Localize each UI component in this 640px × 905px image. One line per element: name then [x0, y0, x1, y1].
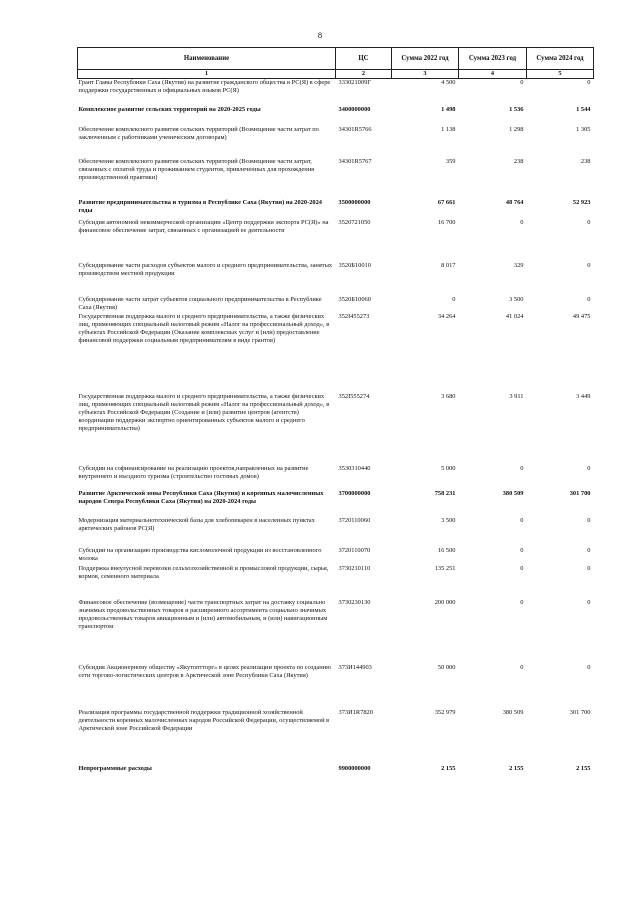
cell-code: 3720110060	[338, 516, 371, 524]
table-row-section	[78, 199, 594, 219]
table-row	[78, 219, 594, 262]
cell-2023: 0	[520, 79, 524, 86]
cell-code: 3730210110	[338, 564, 371, 572]
column-number: 1	[78, 70, 336, 79]
cell-2022: 1 138	[441, 125, 456, 133]
cell-2024: 0	[587, 261, 591, 269]
cell-2024: 0	[587, 564, 591, 572]
column-header-code: ЦС	[336, 48, 392, 70]
cell-code: 9900000000	[338, 764, 371, 772]
cell-2023: 48 764	[505, 198, 524, 206]
cell-2023: 238	[513, 157, 524, 165]
budget-table	[77, 47, 594, 777]
cell-2022: 758 231	[434, 489, 456, 497]
cell-2022: 34 264	[437, 312, 456, 320]
table-row	[78, 565, 594, 599]
table-row	[78, 126, 594, 158]
cell-2023: 0	[520, 663, 524, 671]
table-row-section	[78, 106, 594, 126]
table-row	[78, 517, 594, 547]
cell-2022: 1 498	[441, 105, 456, 113]
cell-2024: 301 700	[569, 708, 591, 716]
table-row	[78, 465, 594, 490]
cell-code: 3730230130	[338, 598, 371, 606]
cell-code: 3400000000	[338, 105, 371, 113]
cell-2023: 3 911	[509, 392, 524, 400]
cell-name: Финансовое обеспечение (возмещение) части транспортных затрат на доставку социально значимых продовольственных товаров и расширенного ассортимента социально значимых продовольственных товаров авиационным и (или) автомобильным, и (или) навигационным транспортом	[78, 598, 328, 630]
cell-2022: 200 000	[434, 598, 456, 606]
column-number: 5	[527, 70, 594, 79]
table-header-row	[78, 48, 594, 70]
cell-2024: 3 449	[576, 392, 591, 400]
cell-2022: 16 700	[437, 218, 456, 226]
cell-code: 3700000000	[338, 489, 371, 497]
cell-code: 352I455273	[338, 312, 370, 320]
cell-name: Модернизация материальнотехнической базы для хлебопекарен в населенных пунктах арктических районов РС(Я)	[78, 516, 315, 532]
cell-name: Непрограммные расходы	[78, 764, 152, 772]
cell-name: Субсидии на софинансирование на реализацию проектов,направленных на развитие внутреннего и въездного туризма (строительство гостевых домов)	[78, 464, 309, 480]
cell-2022: 8 017	[441, 261, 456, 269]
cell-code: 3520Б10010	[338, 261, 371, 269]
table-row-section	[78, 490, 594, 517]
cell-2023: 380 509	[502, 708, 524, 716]
cell-name: Субсидия Акционерному обществу «Якутоптторг» в целях реализации проекта по созданию сети торгово-логистических центров в Арктической зоне Республики Саха (Якутия)	[78, 663, 331, 679]
cell-2023: 1 536	[509, 105, 524, 113]
cell-2024: 1 544	[576, 105, 591, 113]
table-row	[78, 599, 594, 664]
cell-2024: 2 155	[576, 764, 591, 772]
cell-2024: 0	[587, 464, 591, 472]
cell-2024: 0	[587, 218, 591, 226]
column-number: 2	[336, 70, 392, 79]
cell-code: 333021009Г	[338, 79, 371, 86]
cell-2022: 0	[452, 295, 456, 303]
column-header-2022: Сумма 2022 год	[392, 48, 459, 70]
table-row	[78, 262, 594, 296]
table-row	[78, 393, 594, 465]
cell-name: Реализация программы государственной поддержки традиционной хозяйственной деятельности коренных малочисленных народов Российской Федерации, осуществляемой в Арктической зоне Российской Федерации	[78, 708, 330, 732]
cell-2023: 1 298	[509, 125, 524, 133]
column-number: 3	[392, 70, 459, 79]
cell-name: Обеспечение комплексного развития сельских территорий (Возмещение части затрат по заключенным с работниками ученическим договорам)	[78, 125, 319, 141]
cell-2024: 1 305	[576, 125, 591, 133]
cell-name: Развитие предпринимательства и туризма в Республике Саха (Якутия) на 2020-2024 годы	[78, 198, 322, 214]
cell-2022: 352 979	[434, 708, 456, 716]
table-row	[78, 79, 594, 106]
cell-2024: 238	[580, 157, 591, 165]
cell-2024: 301 700	[569, 489, 591, 497]
cell-2024: 49 475	[572, 312, 591, 320]
cell-2023: 3 500	[509, 295, 524, 303]
cell-code: 373И144903	[338, 663, 372, 671]
cell-2022: 67 661	[437, 198, 456, 206]
cell-2022: 5 000	[441, 464, 456, 472]
cell-name: Поддержка внеулусной перевозки сельхозхозяйственной и промысловой продукции, сырья, кормов, семенного материала	[78, 564, 329, 580]
cell-code: 3720110070	[338, 546, 371, 554]
table-row	[78, 709, 594, 765]
cell-2023: 0	[520, 564, 524, 572]
cell-name: Субсидия автономной некоммерческой организации «Центр поддержки экспорта РС(Я)» на финансовое обеспечение затрат, связанных с организацией ее деятельности	[78, 218, 329, 234]
cell-2022: 4 500	[441, 79, 456, 86]
cell-code: 3530310440	[338, 464, 371, 472]
cell-2023: 0	[520, 516, 524, 524]
cell-2023: 2 155	[509, 764, 524, 772]
cell-2024: 0	[587, 295, 591, 303]
cell-code: 352I555274	[338, 392, 370, 400]
cell-name: Субсидии на организацию производства кисломолочной продукции из восстановленного молока	[78, 546, 322, 562]
table-row	[78, 296, 594, 313]
column-number-row	[78, 70, 594, 79]
cell-2022: 359	[445, 157, 456, 165]
cell-name: Субсидирование части расходов субъектов малого и среднего предпринимательства, занятых производством местной продукции	[78, 261, 333, 277]
column-header-2023: Сумма 2023 год	[459, 48, 527, 70]
column-header-name: Наименование	[78, 48, 336, 70]
cell-2024: 0	[587, 663, 591, 671]
cell-2024: 0	[587, 79, 591, 86]
cell-2024: 0	[587, 546, 591, 554]
cell-2023: 0	[520, 598, 524, 606]
cell-code: 3500000000	[338, 198, 371, 206]
cell-name: Государственная поддержка малого и среднего предпринимательства, а также физических лиц, применяющих специальный налоговый режим «Налог на профессиональный доход», в субъектах Российской Федерации (Оказание комплексных услуг и (или) предоставление финансовой поддержки социальным предпринимателям в виде грантов)	[78, 312, 330, 344]
table-row	[78, 158, 594, 199]
table-body	[78, 79, 594, 777]
cell-code: 34301R5766	[338, 125, 372, 133]
cell-2023: 41 024	[505, 312, 524, 320]
cell-2022: 50 000	[437, 663, 456, 671]
table-row	[78, 664, 594, 709]
cell-2023: 0	[520, 546, 524, 554]
cell-2022: 135 251	[434, 564, 456, 572]
column-header-2024: Сумма 2024 год	[527, 48, 594, 70]
cell-2023: 380 509	[502, 489, 524, 497]
cell-name: Субсидирование части затрат субъектов социального предпринимательства в Республике Саха (Якутия)	[78, 295, 322, 311]
page-number: 8	[317, 30, 323, 40]
cell-2022: 2 155	[441, 764, 456, 772]
cell-2024: 52 923	[572, 198, 591, 206]
cell-name: Грант Главы Республики Саха (Якутия) на развитие гражданского общества в РС(Я) в сфере поддержки государственных и официальных языков РС(Я)	[78, 79, 331, 94]
table-row-section	[78, 765, 594, 777]
table-row	[78, 313, 594, 393]
cell-code: 3520721050	[338, 218, 371, 226]
cell-name: Развитие Арктической зоны Республики Саха (Якутия) и коренных малочисленных народов Севера Республики Саха (Якутия) на 2020-2024 годы	[78, 489, 324, 505]
column-number: 4	[459, 70, 527, 79]
cell-2022: 3 500	[441, 516, 456, 524]
cell-code: 34301R5767	[338, 157, 372, 165]
cell-2023: 329	[513, 261, 524, 269]
cell-2022: 3 680	[441, 392, 456, 400]
cell-name: Обеспечение комплексного развития сельских территорий (Возмещение части затрат, связанных с оплатой труда и проживанием студентов, привлеченных для прохождения производственной практики)	[78, 157, 315, 181]
table-row	[78, 547, 594, 565]
cell-code: 3520Б10060	[338, 295, 371, 303]
cell-2023: 0	[520, 464, 524, 472]
cell-2022: 16 500	[437, 546, 456, 554]
cell-name: Государственная поддержка малого и среднего предпринимательства, а также физических лиц, применяющих специальный налоговый режим «Налог на профессиональный доход», в субъектах Российской Федерации (Создание и (или) развитие центров (агентств) координации поддержки экспортно ориентированных субъектов малого и среднего предпринимательства)	[78, 392, 330, 432]
cell-2024: 0	[587, 598, 591, 606]
cell-2024: 0	[587, 516, 591, 524]
cell-name: Комплексное развитие сельских территорий на 2020-2025 годы	[78, 105, 261, 113]
cell-2023: 0	[520, 218, 524, 226]
cell-code: 373И1R7820	[338, 708, 373, 716]
